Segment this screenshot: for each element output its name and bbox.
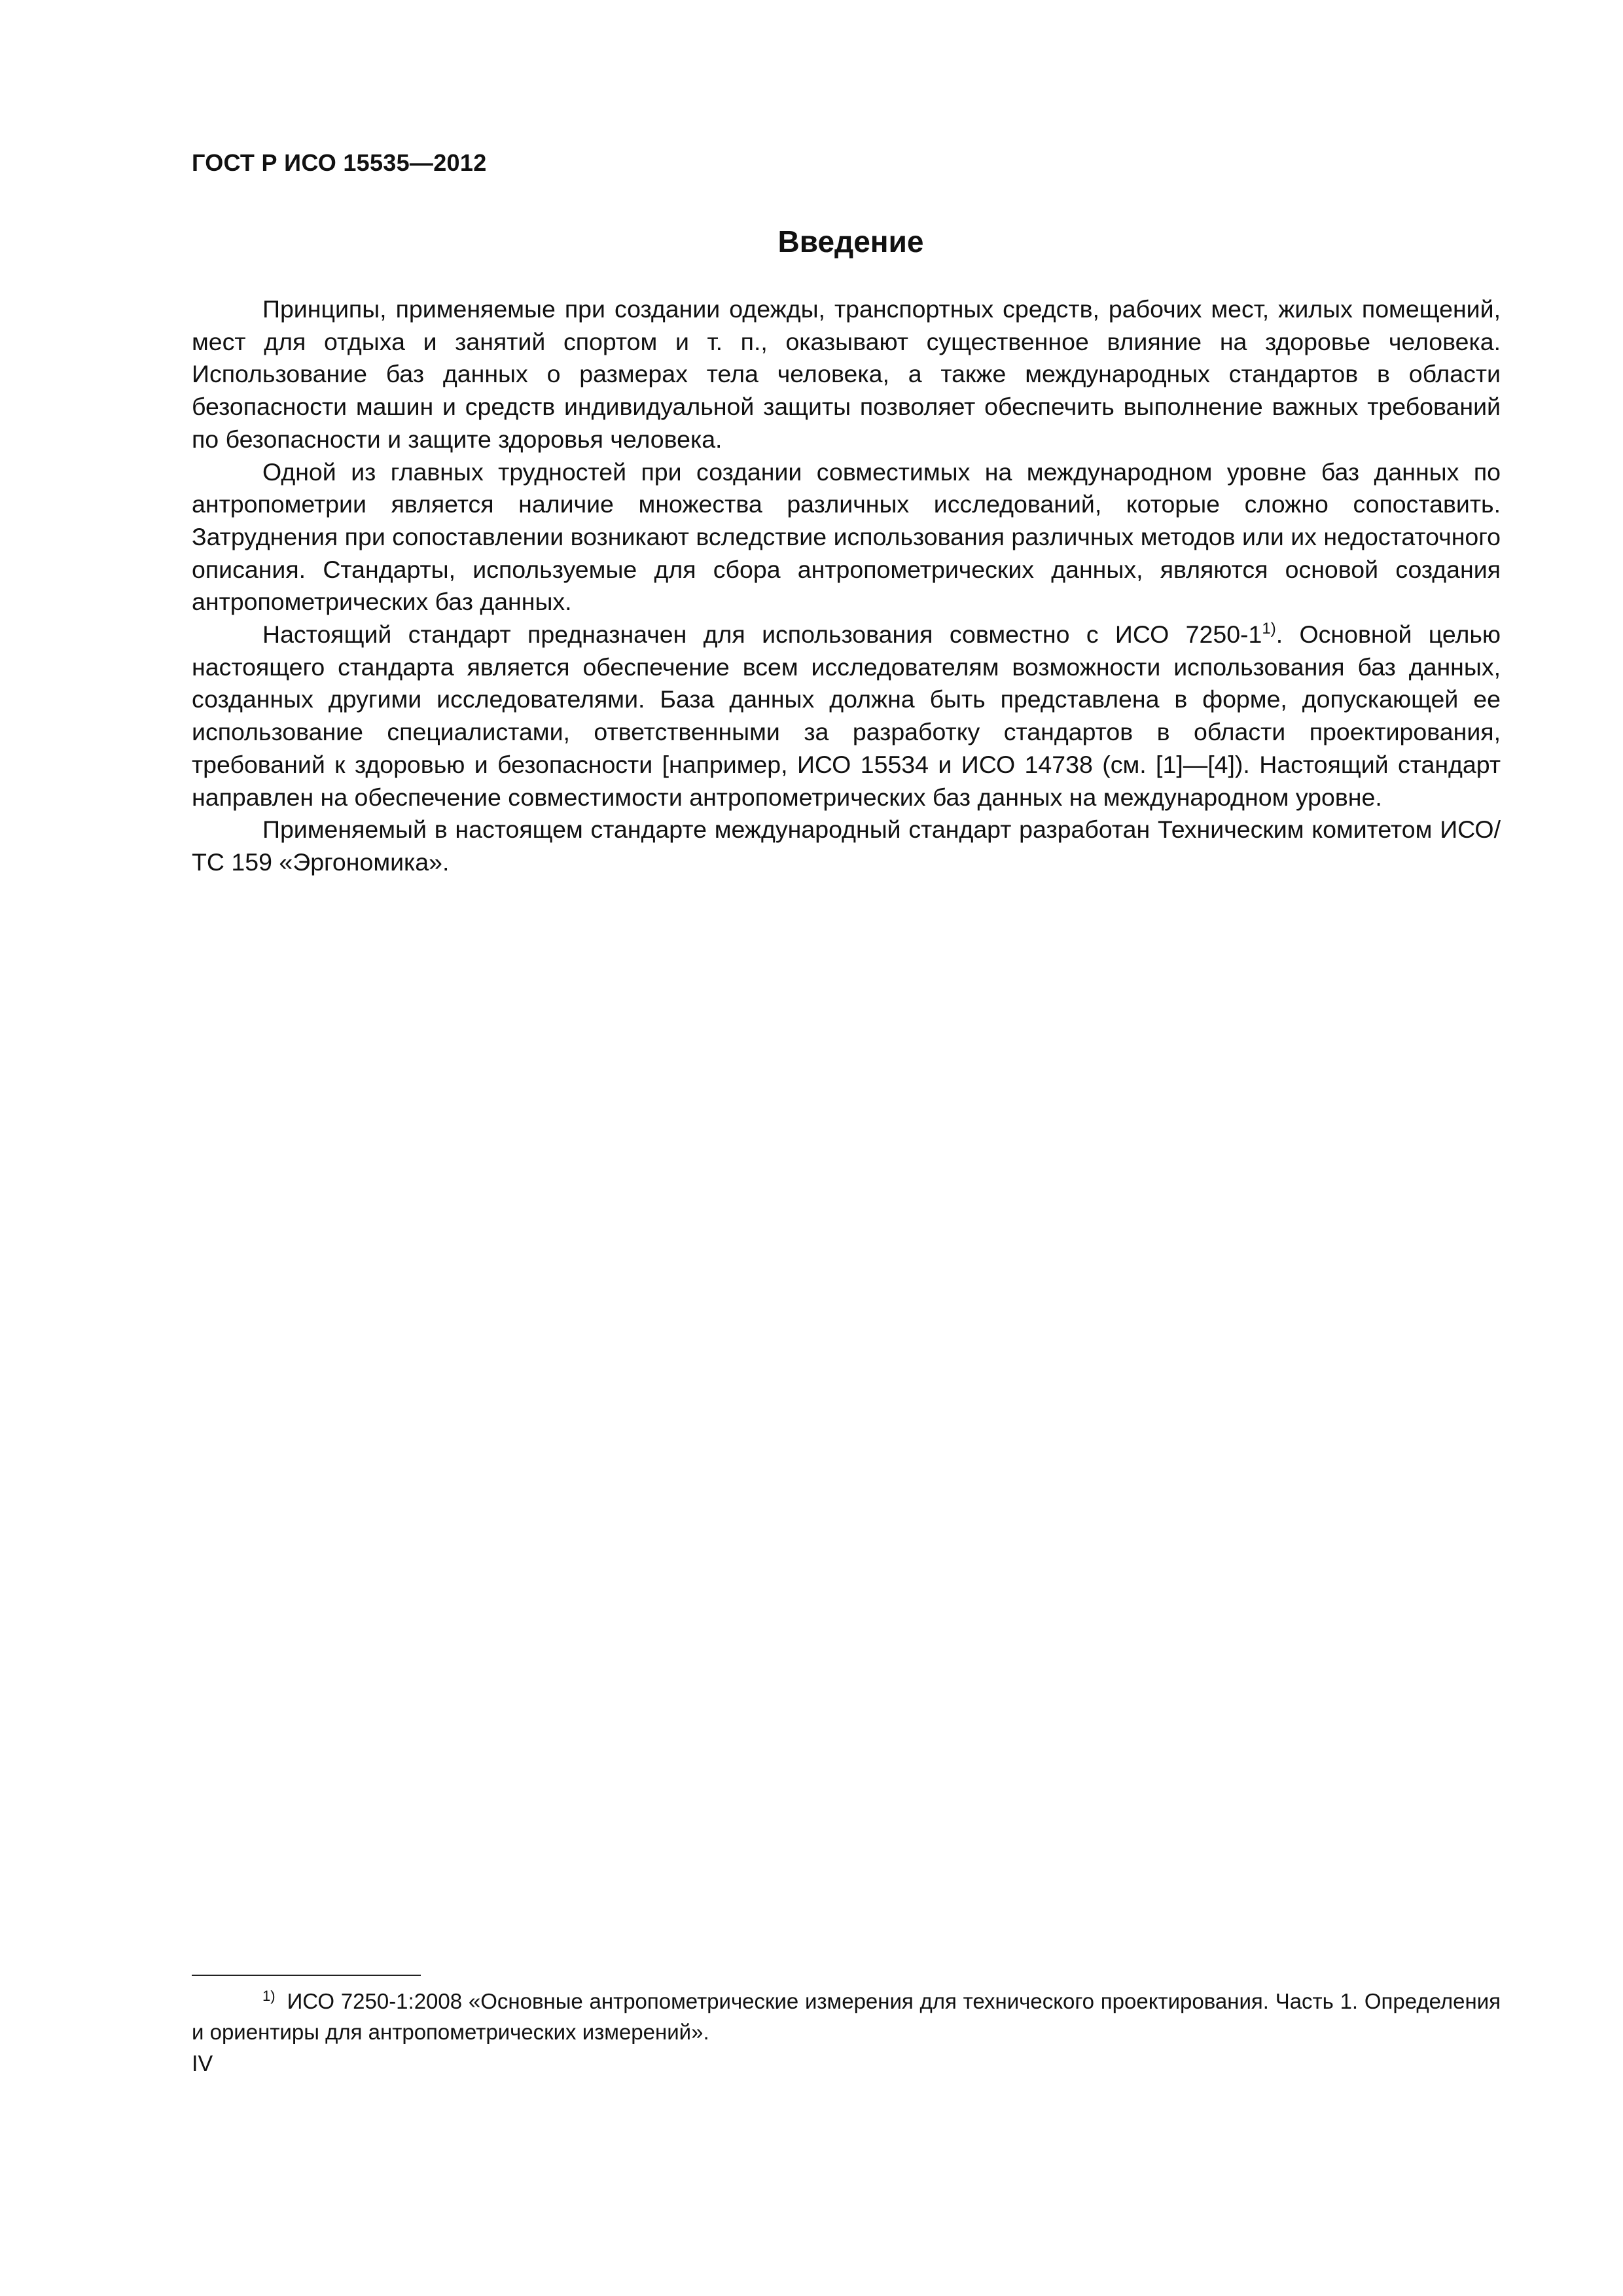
introduction-body xyxy=(192,293,1501,879)
paragraph-text: . Основной целью настоящего стандарта является обеспечение всем исследователям возможности использования баз данных, созданных другими исследователями. База данных должна быть представлена в форме, допускающей ее использование специалистами, ответственными за разработку стандартов в области проектирования, требований к здоровью и безопасности [например, ИСО 15534 и ИСО 14738 (см. [1]—[4]). Настоящий стандарт направлен на обеспечение совместимости антропометрических баз данных на международном уровне. xyxy=(192,620,1501,811)
paragraph: Применяемый в настоящем стандарте международный стандарт разработан Техническим комитетом ИСО/ТС 159 «Эргономика». xyxy=(192,816,1501,876)
page-number: IV xyxy=(192,2051,213,2076)
paragraph: Принципы, применяемые при создании одежды, транспортных средств, рабочих мест, жилых помещений, мест для отдыха и занятий спортом и т. п., оказывают существенное влияние на здоровье человека. Использование баз данных о размерах тела человека, а также международных стандартов в области безопасности машин и средств индивидуальной защиты позволяет обеспечить выполнение важных требований по безопасности и защите здоровья человека. xyxy=(192,295,1501,453)
paragraph-text: Настоящий стандарт предназначен для использования совместно с ИСО 7250-1 xyxy=(262,620,1262,649)
section-title-text: Введение xyxy=(777,224,924,259)
footnote-reference: 1) xyxy=(1262,620,1276,638)
section-title xyxy=(0,224,1623,259)
footnote-text: ИСО 7250-1:2008 «Основные антропометрические измерения для технического проектирования. Часть 1. Определения и ориентиры для антропометрических измерений». xyxy=(192,1989,1501,2044)
footnote xyxy=(192,1986,1501,2047)
footnote-mark: 1) xyxy=(262,1988,276,2004)
paragraph: Одной из главных трудностей при создании совместимых на международном уровне баз данных по антропометрии является наличие множества различных исследований, которые сложно сопоставить. Затруднения при сопоставлении возникают вследствие использования различных методов или их недостаточного описания. Стандарты, используемые для сбора антропометрических данных, являются основой создания антропометрических баз данных. xyxy=(192,457,1501,616)
paragraph xyxy=(192,619,1501,814)
footnote-divider xyxy=(192,1975,421,1976)
document-header: ГОСТ Р ИСО 15535—2012 xyxy=(192,149,487,176)
footnote-paragraph xyxy=(192,1986,1501,2047)
